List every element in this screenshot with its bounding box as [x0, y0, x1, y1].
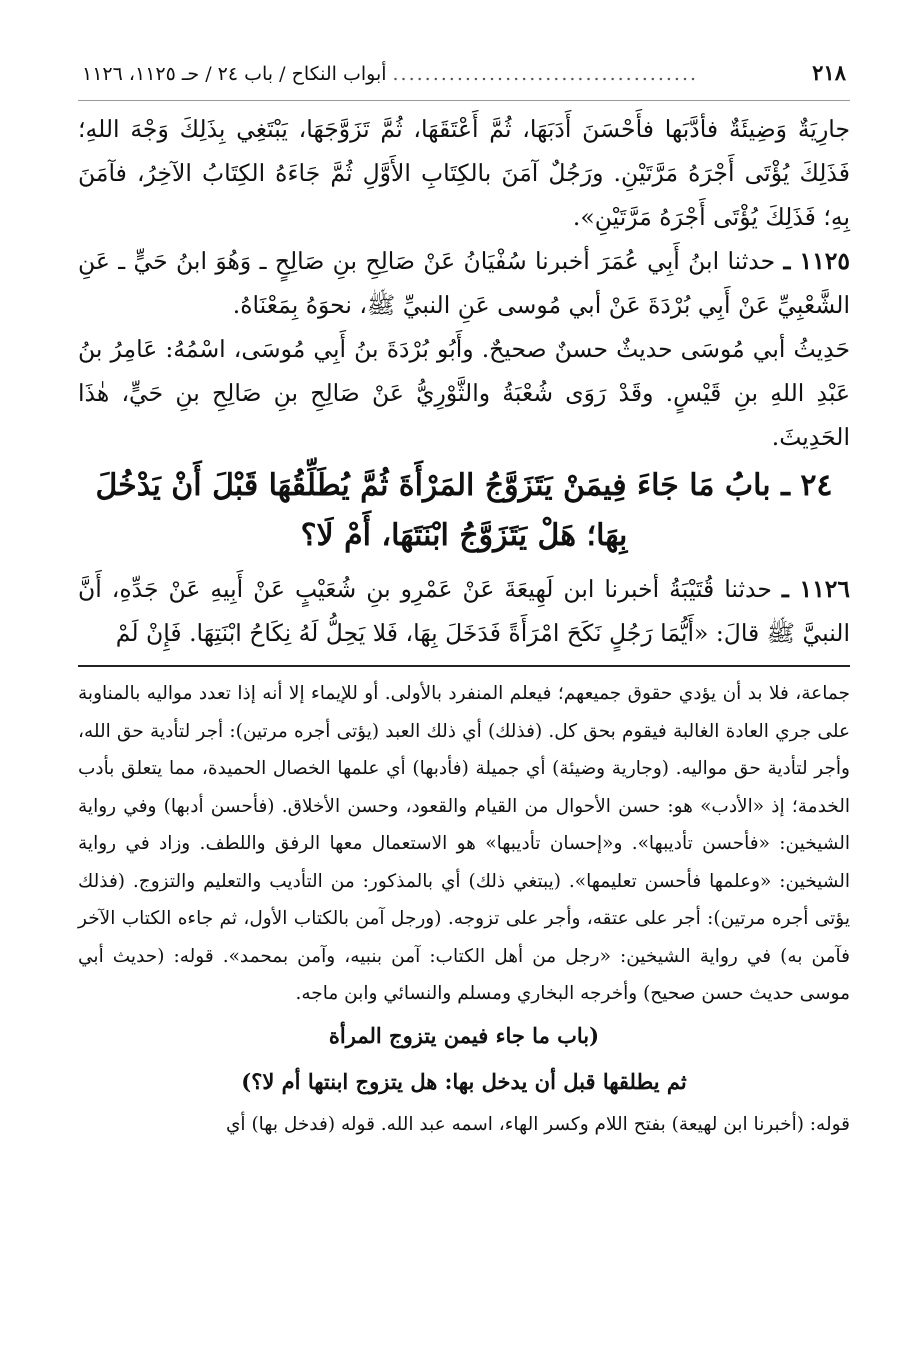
commentary-heading-line-1: (باب ما جاء فيمن يتزوج المرأة: [328, 1022, 600, 1048]
book-page: [78, 60, 850, 1145]
main-text: [78, 107, 850, 459]
page-header: [78, 60, 850, 101]
commentary-last-line: قوله: (أخبرنا ابن لهيعة) بفتح اللام وكسر الهاء، اسمه عبد الله. قوله (فدخل بها) أي: [225, 1113, 850, 1135]
chapter-title: ٢٤ ـ بابُ مَا جَاءَ فِيمَنْ يَتَزَوَّجُ المَرْأَةَ ثُمَّ يُطَلِّقُهَا قَبْلَ أَنْ يَدْخُلَ بِهَا؛ هَلْ يَتَزَوَّجُ ابْنَتَهَا، أَمْ لَا؟: [95, 468, 833, 553]
hadith-text: حدثنا قُتَيْبَةُ أخبرنا ابن لَهِيعَةَ عَنْ عَمْرِو بنِ شُعَيْبٍ عَنْ أَبِيهِ عَنْ جَدِّهِ، أَنَّ النبيَّ ﷺ قالَ: «أَيُّمَا رَجُلٍ نَكَحَ امْرَأَةً فَدَخَلَ بِهَا، فَلا يَحِلُّ لَهُ نِكَاحُ ابْنَتِهَا. فَإِنْ لَمْ: [78, 575, 850, 647]
hadith-number: ١١٢٥ ـ: [783, 247, 850, 275]
hadith-1126: [78, 567, 850, 655]
footnote-divider: [78, 665, 850, 667]
hadith-number: ١١٢٦ ـ: [781, 575, 850, 603]
commentary: [78, 675, 850, 1145]
hadith-1125: [78, 239, 850, 327]
main-paragraph-3: حَدِيثُ أبي مُوسَى حديثٌ حسنٌ صحيحٌ. وأَبُو بُرْدَةَ بنُ أَبِي مُوسَى، اسْمُهُ: عَامِرُ بنُ عَبْدِ اللهِ بنِ قَيْسٍ. وقَدْ رَوَى شُعْبَةُ والثَّوْرِيُّ عَنْ صَالِحِ بنِ صَالِحِ بنِ حَيٍّ، هٰذَا الحَدِيثَ.: [78, 335, 850, 451]
commentary-heading-line-2: ثم يطلقها قبل أن يدخل بها: هل يتزوج ابنتها أم لا؟): [241, 1068, 687, 1094]
running-title-group: [82, 63, 698, 85]
commentary-heading: [78, 1013, 850, 1105]
main-paragraph-1: جارِيَةٌ وَضِيئَةٌ فأدَّبَها فأَحْسَنَ أَدَبَهَا، ثُمَّ أَعْتَقَهَا، ثُمَّ تَزَوَّجَهَا، يَبْتَغِي بِذَلِكَ وَجْهَ اللهِ؛ فَذَلِكَ يُؤْتَى أَجْرَهُ مَرَّتَيْنِ. ورَجُلٌ آمَنَ بالكِتَابِ الأَوَّلِ ثُمَّ جَاءَهُ الكِتَابُ الآخِرُ، فآمَنَ بِهِ؛ فَذَلِكَ يُؤْتَى أَجْرَهُ مَرَّتَيْنِ».: [78, 115, 850, 231]
running-title: أبواب النكاح / باب ٢٤ / حـ ١١٢٥، ١١٢٦: [82, 63, 387, 85]
leader-dots: ......................................: [392, 63, 699, 85]
hadith-text: حدثنا ابنُ أَبِي عُمَرَ أخبرنا سُفْيَانُ عَنْ صَالِحِ بنِ صَالِحٍ ـ وَهُوَ ابنُ حَيٍّ ـ عَنِ الشَّعْبِيِّ عَنْ أَبِي بُرْدَةَ عَنْ أبي مُوسى عَنِ النبيِّ ﷺ، نحوَهُ بِمَعْنَاهُ.: [78, 247, 850, 319]
page-number: ٢١٨: [812, 60, 846, 85]
commentary-paragraph: جماعة، فلا بد أن يؤدي حقوق جميعهم؛ فيعلم المنفرد بالأولى. أو للإيماء إلا أنه إذا تعدد مواليه بالمناوبة على جري العادة الغالبة فيقوم بحق كل. (فذلك) أي ذلك العبد (يؤتى أجره مرتين): أجر لتأدية حق الله، وأجر لتأدية حق مواليه. (وجارية وضيئة) أي جميلة (فأدبها) أي علمها الخصال الحميدة، مما يتعلق بأدب الخدمة؛ إذ «الأدب» هو: حسن الأحوال من القيام والقعود، وحسن الأخلاق. (فأحسن أدبها) وفي رواية الشيخين: «فأحسن تأديبها». و«إحسان تأديبها» هو الاستعمال معها الرفق واللطف. وزاد في رواية الشيخين: «وعلمها فأحسن تعليمها». (يبتغي ذلك) أي بالمذكور: من التأديب والتعليم والتزوج. (فذلك يؤتى أجره مرتين): أجر على عتقه، وأجر على تزوجه. (ورجل آمن بالكتاب الأول، ثم جاءه الكتاب الآخر فآمن به) في رواية الشيخين: «رجل من أهل الكتاب: آمن بنبيه، وآمن بمحمد». قوله: (حديث أبي موسى حديث حسن صحيح) وأخرجه البخاري ومسلم والنسائي وابن ماجه.: [78, 683, 850, 1004]
